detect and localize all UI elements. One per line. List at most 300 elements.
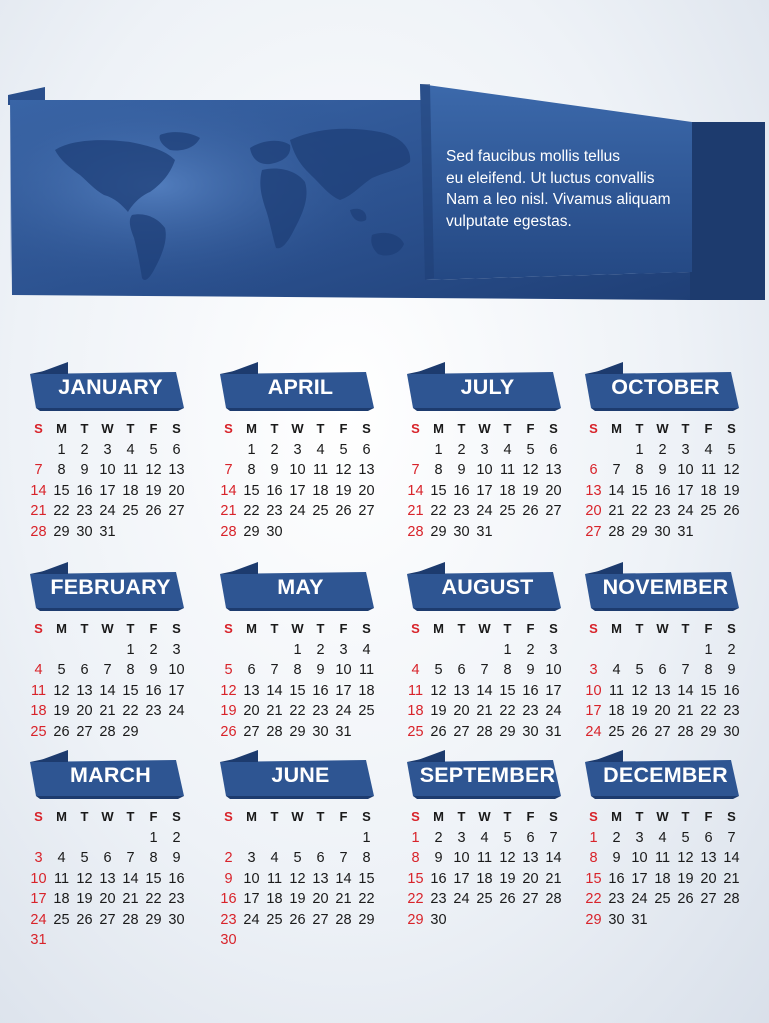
day-cell: 12 (335, 462, 352, 478)
empty-day (473, 640, 496, 661)
day-cell: 20 (654, 703, 671, 719)
month-name: NOVEMBER (602, 575, 729, 599)
month-ribbon (405, 362, 570, 412)
day-cell: 20 (545, 482, 562, 499)
empty-day (240, 828, 263, 849)
day-cell: 25 (499, 503, 516, 519)
month-name: MAY (277, 575, 324, 599)
day-cell: 20 (312, 891, 329, 907)
day-cell: 4 (480, 829, 489, 846)
day-cell: 21 (407, 503, 424, 519)
day-cell: 8 (126, 662, 135, 678)
day-cell: 6 (658, 662, 667, 678)
day-cell: 7 (224, 462, 233, 478)
day-cell: 25 (654, 891, 671, 907)
day-cell: 6 (172, 441, 181, 458)
day-cell: 14 (122, 870, 139, 887)
day-cell: 5 (434, 662, 443, 678)
weekday-header: T (316, 809, 325, 824)
day-cell: 10 (243, 870, 260, 887)
day-cell: 29 (53, 523, 70, 540)
day-cell: 24 (545, 703, 562, 719)
day-cell: 31 (30, 932, 47, 948)
day-cell: 4 (658, 829, 667, 846)
day-cell: 14 (99, 682, 116, 699)
weekday-header: W (478, 809, 491, 824)
day-cell: 18 (608, 703, 625, 719)
day-cell: 26 (522, 503, 539, 519)
month-name: FEBRUARY (50, 575, 171, 599)
empty-day (50, 640, 73, 661)
weekday-header: M (246, 621, 257, 636)
day-cell: 29 (122, 723, 139, 740)
weekday-header: T (270, 809, 279, 824)
empty-day (217, 828, 240, 849)
weekday-header: M (611, 621, 622, 636)
day-cell: 7 (126, 850, 135, 866)
day-cell: 15 (430, 482, 447, 499)
month-may (218, 562, 383, 742)
day-cell: 27 (700, 891, 717, 907)
day-cell: 19 (677, 870, 694, 887)
empty-day (73, 828, 96, 849)
day-cell: 13 (168, 462, 185, 478)
day-cell: 11 (266, 870, 283, 887)
day-cell: 13 (358, 462, 375, 478)
day-cell: 14 (608, 482, 625, 499)
weekday-header: T (316, 421, 325, 436)
weekday-header: T (270, 421, 279, 436)
empty-day (404, 640, 427, 661)
day-cell: 20 (453, 703, 470, 719)
day-cell: 1 (293, 641, 302, 658)
day-cell: 27 (453, 723, 470, 740)
day-cell: 8 (362, 850, 371, 866)
day-cell: 9 (270, 462, 279, 478)
day-cell: 11 (476, 850, 493, 866)
day-cell: 20 (358, 482, 375, 499)
day-cell: 15 (53, 482, 70, 499)
weekday-header: T (635, 809, 644, 824)
day-cell: 11 (654, 850, 671, 866)
day-cell: 17 (30, 891, 47, 907)
day-cell: 5 (57, 662, 66, 678)
day-cell: 27 (99, 911, 116, 928)
day-cell: 3 (635, 829, 644, 846)
day-cell: 30 (220, 932, 237, 948)
day-cell: 3 (339, 641, 348, 658)
weekday-header: S (549, 621, 558, 636)
day-cell: 2 (224, 850, 233, 866)
day-cell: 10 (677, 462, 694, 478)
day-cell: 8 (434, 462, 443, 478)
day-cell: 27 (654, 723, 671, 740)
weekday-header: T (316, 621, 325, 636)
day-cell: 23 (430, 891, 447, 907)
day-cell: 30 (453, 523, 470, 540)
empty-day (217, 640, 240, 661)
day-cell: 21 (220, 503, 237, 519)
day-cell: 5 (339, 441, 348, 458)
day-cell: 16 (522, 682, 539, 699)
day-cell: 26 (145, 503, 162, 519)
day-cell: 15 (631, 482, 648, 499)
month-name: JULY (460, 375, 515, 399)
day-cell: 10 (476, 462, 493, 478)
day-cell: 7 (727, 829, 736, 846)
weekday-header: W (291, 809, 304, 824)
empty-day (27, 440, 50, 461)
day-cell: 21 (122, 891, 139, 907)
day-cell: 29 (700, 723, 717, 740)
day-cell: 30 (522, 723, 539, 740)
weekday-header: S (172, 421, 181, 436)
day-cell: 31 (545, 723, 562, 740)
day-cell: 25 (122, 503, 139, 519)
day-cell: 26 (289, 911, 306, 928)
day-cell: 8 (635, 462, 644, 478)
weekday-header: T (457, 621, 466, 636)
day-cell: 24 (30, 911, 47, 928)
day-cell: 2 (80, 441, 89, 458)
day-cell: 25 (266, 911, 283, 928)
weekday-header: F (339, 421, 348, 436)
empty-day (651, 640, 674, 661)
day-cell: 5 (727, 441, 736, 458)
day-cell: 12 (145, 462, 162, 478)
day-cell: 25 (312, 503, 329, 519)
weekday-header: F (149, 621, 158, 636)
weekday-header: F (526, 621, 535, 636)
day-cell: 29 (145, 911, 162, 928)
day-cell: 28 (30, 523, 47, 540)
day-cell: 16 (312, 682, 329, 699)
day-cell: 12 (499, 850, 516, 866)
day-cell: 28 (545, 891, 562, 907)
day-cell: 14 (220, 482, 237, 499)
weekday-header: T (681, 809, 690, 824)
day-cell: 3 (247, 850, 256, 866)
day-cell: 20 (76, 703, 93, 719)
day-cell: 11 (358, 662, 375, 678)
day-cell: 15 (122, 682, 139, 699)
day-cell: 24 (677, 503, 694, 519)
month-ribbon (218, 750, 383, 800)
day-cell: 27 (312, 911, 329, 928)
day-cell: 20 (700, 870, 717, 887)
month-grid (27, 619, 193, 742)
month-grid (582, 419, 748, 542)
empty-day (332, 828, 355, 849)
day-cell: 16 (654, 482, 671, 499)
day-cell: 15 (243, 482, 260, 499)
weekday-header: M (433, 809, 444, 824)
day-cell: 8 (411, 850, 420, 866)
weekday-header: S (362, 421, 371, 436)
day-cell: 19 (145, 482, 162, 499)
weekday-header: F (526, 809, 535, 824)
weekday-header: S (224, 621, 233, 636)
weekday-header: S (172, 621, 181, 636)
day-cell: 18 (476, 870, 493, 887)
month-name: MARCH (69, 763, 152, 787)
empty-day (27, 828, 50, 849)
day-cell: 4 (503, 441, 512, 458)
day-cell: 7 (549, 829, 558, 846)
day-cell: 22 (243, 503, 260, 519)
month-ribbon (583, 750, 748, 800)
day-cell: 30 (608, 911, 625, 928)
day-cell: 2 (526, 641, 535, 658)
day-cell: 18 (122, 482, 139, 499)
month-july (405, 362, 570, 542)
weekday-header: S (34, 421, 43, 436)
weekday-header: F (149, 809, 158, 824)
day-cell: 13 (453, 682, 470, 699)
day-cell: 10 (99, 462, 116, 478)
day-cell: 10 (289, 462, 306, 478)
month-grid (217, 419, 383, 542)
day-cell: 9 (224, 870, 233, 887)
weekday-header: T (635, 621, 644, 636)
month-name: DECEMBER (603, 763, 728, 787)
empty-day (605, 440, 628, 461)
weekday-header: T (503, 621, 512, 636)
month-ribbon (28, 750, 193, 800)
weekday-header: M (56, 621, 67, 636)
day-cell: 31 (335, 723, 352, 740)
day-cell: 7 (411, 462, 420, 478)
day-cell: 24 (476, 503, 493, 519)
empty-day (582, 440, 605, 461)
day-cell: 28 (677, 723, 694, 740)
day-cell: 18 (266, 891, 283, 907)
day-cell: 3 (480, 441, 489, 458)
day-cell: 20 (522, 870, 539, 887)
day-cell: 22 (358, 891, 375, 907)
day-cell: 14 (266, 682, 283, 699)
day-cell: 16 (76, 482, 93, 499)
day-cell: 12 (289, 870, 306, 887)
day-cell: 2 (270, 441, 279, 458)
day-cell: 10 (631, 850, 648, 866)
day-cell: 11 (608, 682, 625, 699)
banner-text-line: eu eleifend. Ut luctus convallis (446, 169, 655, 187)
day-cell: 2 (149, 641, 158, 658)
month-name: JUNE (271, 763, 330, 787)
day-cell: 4 (704, 441, 713, 458)
day-cell: 15 (585, 870, 602, 887)
day-cell: 26 (53, 723, 70, 740)
day-cell: 19 (76, 891, 93, 907)
empty-day (240, 640, 263, 661)
weekday-header: T (126, 421, 135, 436)
month-ribbon (405, 750, 570, 800)
day-cell: 6 (704, 829, 713, 846)
day-cell: 16 (608, 870, 625, 887)
day-cell: 4 (316, 441, 325, 458)
day-cell: 9 (727, 662, 736, 678)
month-name: JANUARY (58, 375, 163, 399)
weekday-header: S (172, 809, 181, 824)
day-cell: 24 (243, 911, 260, 928)
day-cell: 27 (243, 723, 260, 740)
day-cell: 22 (53, 503, 70, 519)
day-cell: 17 (335, 682, 352, 699)
empty-day (217, 440, 240, 461)
day-cell: 15 (289, 682, 306, 699)
weekday-header: T (80, 421, 89, 436)
day-cell: 29 (243, 523, 260, 540)
day-cell: 22 (631, 503, 648, 519)
day-cell: 7 (34, 462, 43, 478)
month-grid (404, 619, 570, 742)
day-cell: 16 (168, 870, 185, 887)
day-cell: 7 (681, 662, 690, 678)
weekday-header: S (589, 621, 598, 636)
empty-day (286, 828, 309, 849)
day-cell: 30 (168, 911, 185, 928)
day-cell: 12 (76, 870, 93, 887)
day-cell: 23 (654, 503, 671, 519)
day-cell: 23 (312, 703, 329, 719)
month-ribbon (583, 562, 748, 612)
day-cell: 26 (76, 911, 93, 928)
weekday-header: S (411, 809, 420, 824)
weekday-header: W (478, 621, 491, 636)
day-cell: 24 (168, 703, 185, 719)
day-cell: 18 (312, 482, 329, 499)
day-cell: 8 (589, 850, 598, 866)
day-cell: 24 (631, 891, 648, 907)
day-cell: 8 (247, 462, 256, 478)
day-cell: 18 (53, 891, 70, 907)
day-cell: 1 (589, 829, 598, 846)
banner-description (446, 146, 736, 232)
day-cell: 23 (522, 703, 539, 719)
empty-day (309, 828, 332, 849)
day-cell: 10 (585, 682, 602, 699)
day-cell: 27 (585, 523, 602, 540)
day-cell: 17 (453, 870, 470, 887)
month-april (218, 362, 383, 542)
day-cell: 17 (631, 870, 648, 887)
day-cell: 28 (608, 523, 625, 540)
weekday-header: W (656, 421, 669, 436)
day-cell: 8 (149, 850, 158, 866)
banner-text-line: vulputate egestas. (446, 212, 572, 230)
day-cell: 29 (430, 523, 447, 540)
day-cell: 23 (76, 503, 93, 519)
weekday-header: T (270, 621, 279, 636)
weekday-header: S (727, 809, 736, 824)
weekday-header: F (704, 421, 713, 436)
weekday-header: M (56, 809, 67, 824)
day-cell: 31 (99, 523, 116, 540)
day-cell: 14 (723, 850, 740, 866)
day-cell: 13 (76, 682, 93, 699)
day-cell: 17 (677, 482, 694, 499)
day-cell: 9 (80, 462, 89, 478)
month-december (583, 750, 748, 930)
day-cell: 9 (434, 850, 443, 866)
weekday-header: S (411, 421, 420, 436)
month-grid (27, 419, 193, 542)
day-cell: 14 (407, 482, 424, 499)
day-cell: 27 (522, 891, 539, 907)
day-cell: 6 (247, 662, 256, 678)
day-cell: 25 (358, 703, 375, 719)
empty-day (119, 828, 142, 849)
day-cell: 7 (480, 662, 489, 678)
day-cell: 19 (522, 482, 539, 499)
month-grid (217, 619, 383, 742)
day-cell: 1 (57, 441, 66, 458)
weekday-header: F (704, 621, 713, 636)
day-cell: 19 (220, 703, 237, 719)
day-cell: 1 (503, 641, 512, 658)
empty-day (450, 640, 473, 661)
month-grid (404, 807, 570, 930)
day-cell: 26 (430, 723, 447, 740)
day-cell: 9 (149, 662, 158, 678)
weekday-header: S (34, 809, 43, 824)
day-cell: 16 (723, 682, 740, 699)
weekday-header: S (411, 621, 420, 636)
day-cell: 30 (312, 723, 329, 740)
day-cell: 27 (76, 723, 93, 740)
day-cell: 8 (704, 662, 713, 678)
day-cell: 23 (220, 911, 237, 928)
day-cell: 26 (723, 503, 740, 519)
day-cell: 23 (723, 703, 740, 719)
day-cell: 13 (654, 682, 671, 699)
day-cell: 18 (358, 682, 375, 699)
day-cell: 3 (293, 441, 302, 458)
day-cell: 25 (700, 503, 717, 519)
day-cell: 30 (266, 523, 283, 540)
day-cell: 1 (126, 641, 135, 658)
day-cell: 9 (172, 850, 181, 866)
day-cell: 12 (631, 682, 648, 699)
day-cell: 23 (266, 503, 283, 519)
month-name: SEPTEMBER (419, 763, 556, 787)
day-cell: 21 (545, 870, 562, 887)
weekday-header: M (433, 621, 444, 636)
day-cell: 17 (289, 482, 306, 499)
weekday-header: S (589, 421, 598, 436)
day-cell: 23 (168, 891, 185, 907)
day-cell: 4 (57, 850, 66, 866)
weekday-header: T (80, 621, 89, 636)
day-cell: 22 (122, 703, 139, 719)
day-cell: 29 (358, 911, 375, 928)
weekday-header: T (681, 621, 690, 636)
day-cell: 11 (122, 462, 139, 478)
day-cell: 18 (700, 482, 717, 499)
month-grid (404, 419, 570, 542)
day-cell: 1 (704, 641, 713, 658)
weekday-header: T (126, 621, 135, 636)
day-cell: 1 (149, 829, 158, 846)
day-cell: 21 (335, 891, 352, 907)
weekday-header: S (549, 809, 558, 824)
empty-day (27, 640, 50, 661)
day-cell: 22 (585, 891, 602, 907)
weekday-header: F (526, 421, 535, 436)
day-cell: 6 (457, 662, 466, 678)
weekday-header: T (503, 421, 512, 436)
